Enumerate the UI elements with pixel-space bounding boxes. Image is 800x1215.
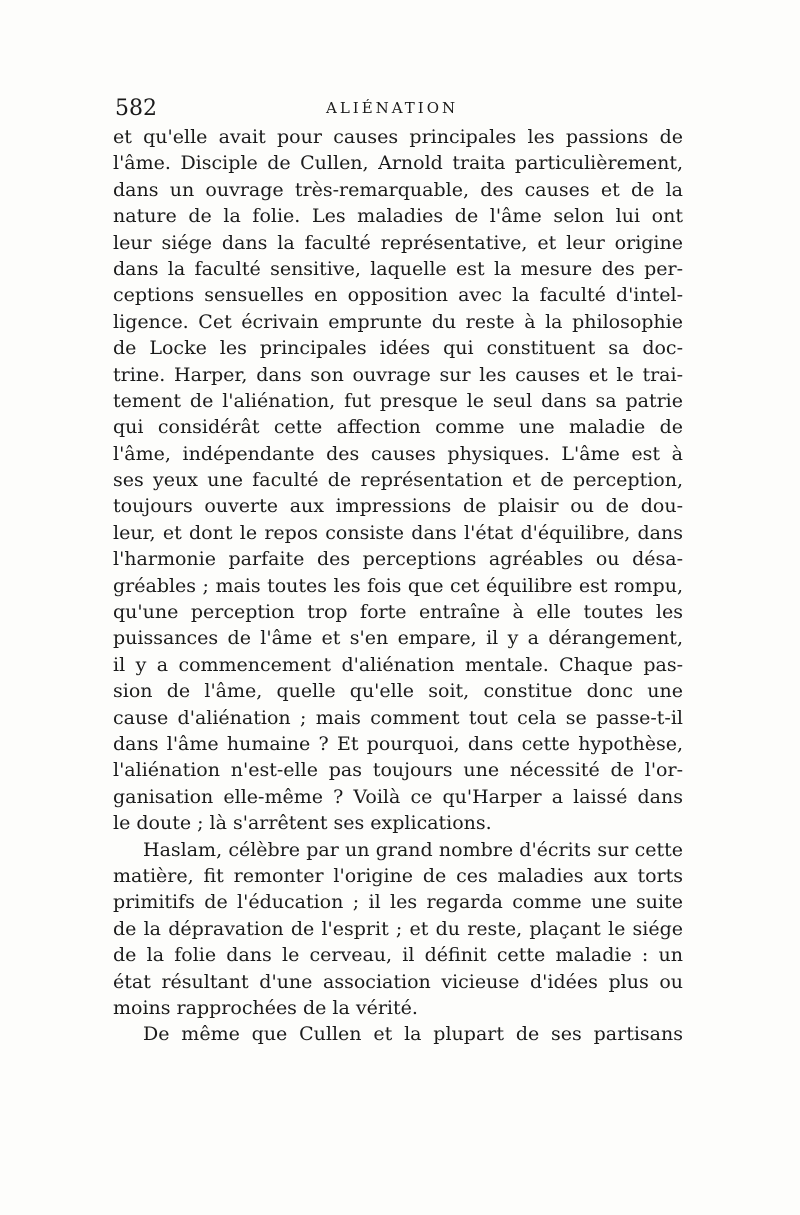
text-line: puissances de l'âme et s'en empare, il y a dérangement, [113, 627, 683, 650]
text-line: ceptions sensuelles en opposition avec la faculté d'intel- [113, 284, 683, 307]
text-line: sion de l'âme, quelle qu'elle soit, constitue donc une [113, 680, 683, 703]
body-text [113, 124, 683, 1048]
text-line: moins rapprochées de la vérité. [113, 996, 418, 1019]
text-line: leur, et dont le repos consiste dans l'état d'équilibre, dans [113, 521, 683, 544]
text-line: ses yeux une faculté de représentation et de perception, [113, 469, 683, 492]
text-line: dans un ouvrage très-remarquable, des causes et de la [113, 178, 683, 201]
text-line: il y a commencement d'aliénation mentale. Chaque pas- [113, 653, 683, 676]
text-line: l'harmonie parfaite des perceptions agréables ou désa- [113, 548, 683, 571]
text-line: de Locke les principales idées qui constituent sa doc- [113, 337, 683, 360]
text-line: trine. Harper, dans son ouvrage sur les causes et le trai- [113, 363, 683, 386]
text-line: gréables ; mais toutes les fois que cet équilibre est rompu, [113, 574, 683, 597]
running-title: ALIÉNATION [326, 99, 459, 117]
text-line: dans la faculté sensitive, laquelle est la mesure des per- [113, 257, 683, 280]
text-line: le doute ; là s'arrêtent ses explications. [113, 812, 492, 835]
text-line: leur siége dans la faculté représentative, et leur origine [113, 231, 683, 254]
text-line: état résultant d'une association vicieuse d'idées plus ou [113, 970, 683, 993]
text-line: matière, fit remonter l'origine de ces maladies aux torts [113, 864, 683, 887]
text-line: de la dépravation de l'esprit ; et du reste, plaçant le siége [113, 917, 683, 940]
text-line: de la folie dans le cerveau, il définit cette maladie : un [113, 944, 683, 967]
running-head [115, 96, 675, 126]
text-line: l'âme, indépendante des causes physiques. L'âme est à [113, 442, 683, 465]
text-line: Haslam, célèbre par un grand nombre d'écrits sur cette [143, 838, 683, 861]
page-number: 582 [115, 96, 157, 121]
text-line: l'aliénation n'est-elle pas toujours une nécessité de l'or- [113, 759, 683, 782]
text-line: ligence. Cet écrivain emprunte du reste à la philosophie [113, 310, 683, 333]
text-line: tement de l'aliénation, fut presque le seul dans sa patrie [113, 389, 683, 412]
text-line: l'âme. Disciple de Cullen, Arnold traita particulièrement, [113, 152, 683, 175]
text-line: qu'une perception trop forte entraîne à elle toutes les [113, 601, 683, 624]
text-line: toujours ouverte aux impressions de plaisir ou de dou- [113, 495, 683, 518]
text-line: De même que Cullen et la plupart de ses partisans [143, 1023, 683, 1046]
text-line: qui considérât cette affection comme une maladie de [113, 416, 683, 439]
text-line: primitifs de l'éducation ; il les regarda comme une suite [113, 891, 683, 914]
text-line: dans l'âme humaine ? Et pourquoi, dans cette hypothèse, [113, 732, 683, 755]
text-line: ganisation elle-même ? Voilà ce qu'Harper a laissé dans [113, 785, 683, 808]
text-line: cause d'aliénation ; mais comment tout cela se passe-t-il [113, 706, 683, 729]
text-line: et qu'elle avait pour causes principales les passions de [113, 126, 683, 148]
text-line: nature de la folie. Les maladies de l'âme selon lui ont [113, 205, 683, 228]
